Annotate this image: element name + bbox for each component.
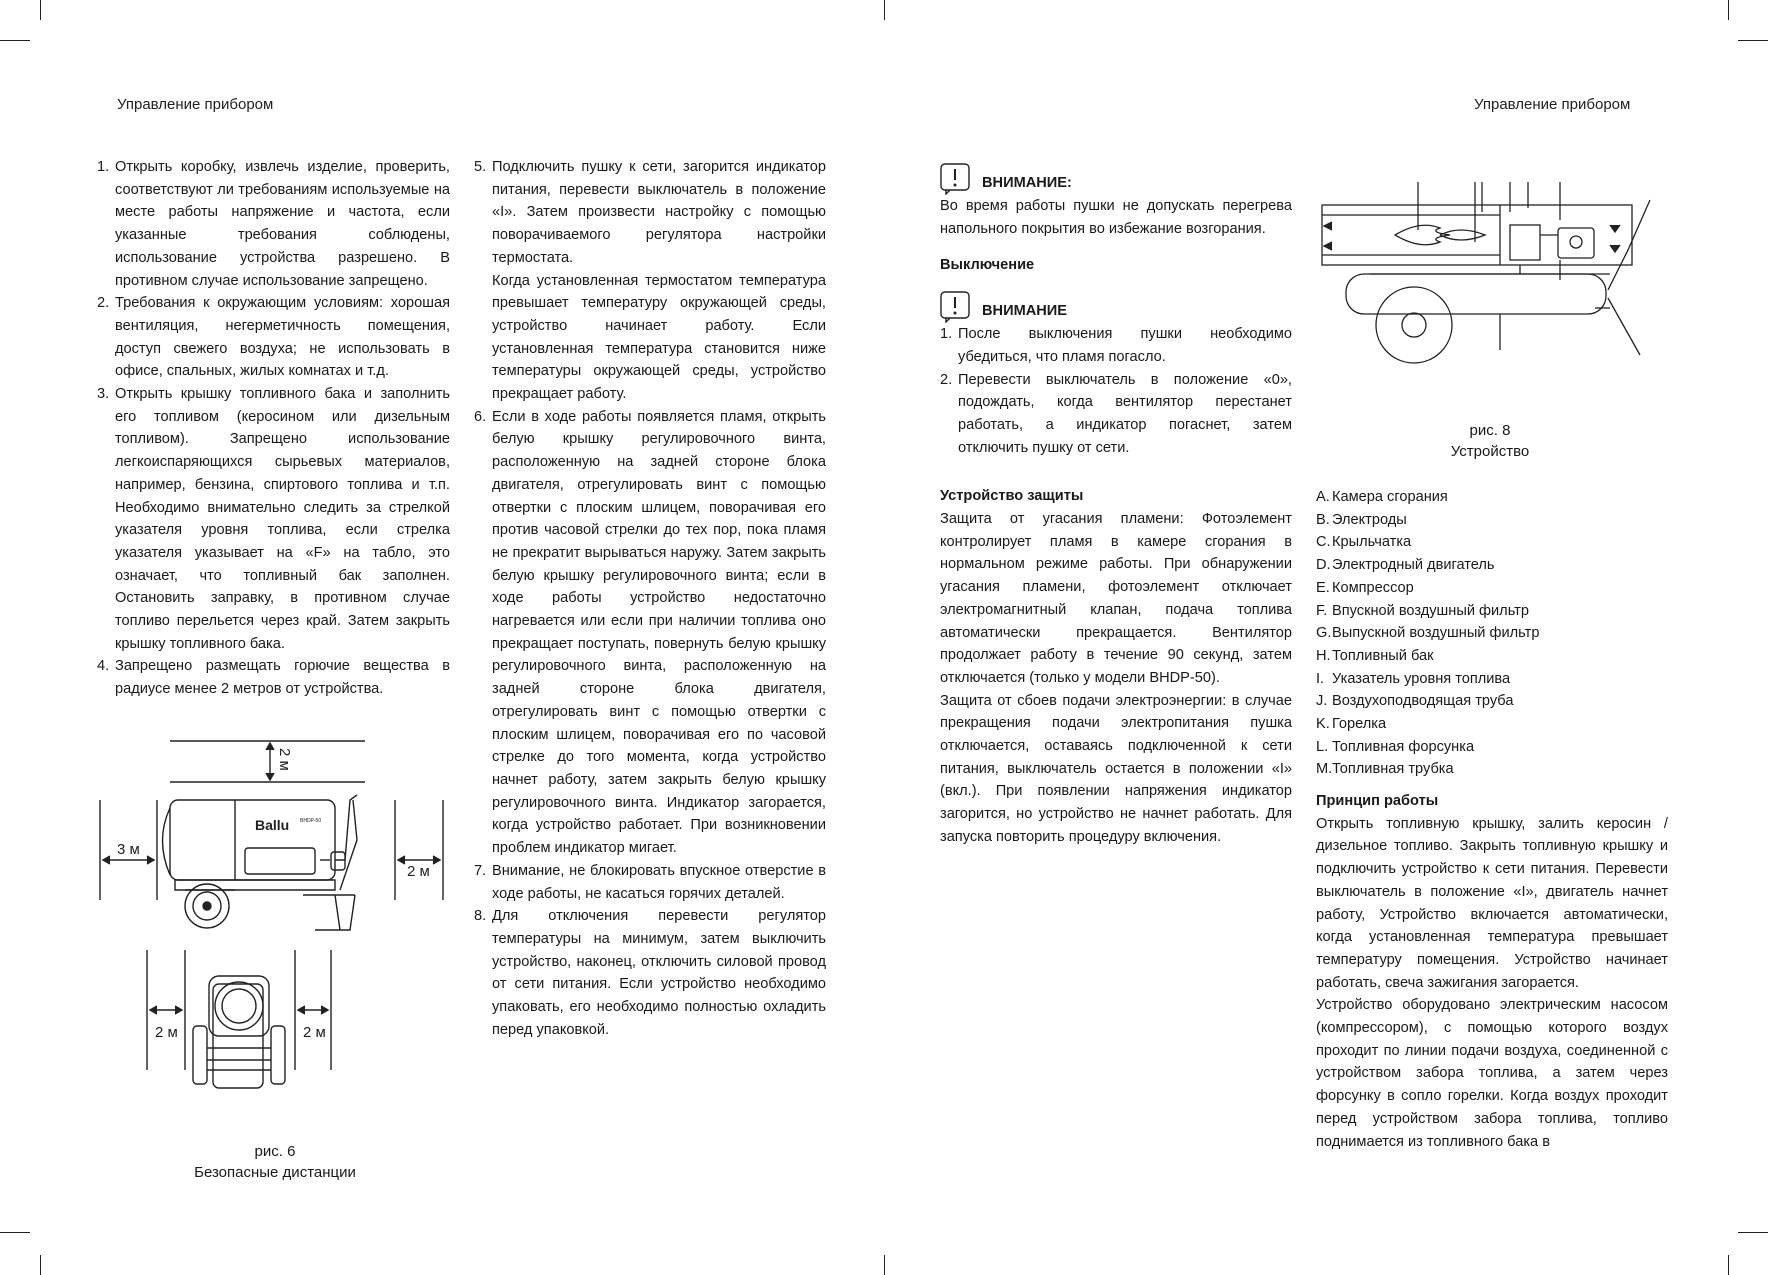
legend-item: A. Камера сгорания: [1316, 489, 1448, 505]
right-column-1: [940, 163, 1292, 849]
legend-item: B. Электроды: [1316, 511, 1407, 528]
warning-1-text: Во время работы пушки не допускать перегрева напольного покрытия во избежание возгорания.: [940, 198, 1292, 237]
thermostat-note: Когда установленная термостатом температура превышает температуру окружающей среды, устройство начинает работу. Если установленная температура становится ниже температуры окружающей среды, устройство прекращает работу.: [492, 272, 826, 403]
legend-item: J. Воздухоподводящая труба: [1316, 693, 1514, 710]
left-column-1: [97, 156, 450, 701]
crop-mark: [884, 1255, 885, 1275]
model-label: BHDP-50: [300, 818, 322, 824]
warning-icon: [940, 163, 970, 195]
warning-icon: [940, 291, 970, 323]
crop-mark: [1738, 40, 1768, 41]
warning-block-1: [940, 163, 1292, 195]
protection-paragraph-1: Защита от угасания пламени: Фотоэлемент контролирует пламя в камере сгорания в нормальном режиме работы. При обнаружении угасания пламени, фотоэлемент отключает электромагнитный клапан, подача топлива автоматически прекращается. Вентилятор продолжает работу в течение 90 секунд, затем отключается (только у модели BHDP-50).: [940, 511, 1292, 686]
operation-steps-list: [97, 156, 450, 701]
left-column-2: [474, 156, 826, 1041]
legend-item: L. Топливная форсунка: [1316, 738, 1475, 755]
dim-left-label: 3 м: [117, 841, 140, 858]
legend-item: D. Электродный двигатель: [1316, 557, 1495, 574]
list-item: 1. После выключения пушки необходимо убедиться, что пламя погасло.: [940, 326, 1292, 365]
crop-mark: [40, 0, 41, 20]
right-column-2: [1316, 790, 1668, 1153]
protection-paragraph-2: Защита от сбоев подачи электроэнергии: в случае прекращения подачи электропитания пушка отключается, оставаясь подключенной к сети питания, выключатель остается в положении «I» (вкл.). При появлении напряжения индикатор загорится, но устройство не начнет работать. Для запуска повторить процедуру включения.: [940, 692, 1292, 845]
figure-6-title: Безопасные дистанции: [194, 1164, 356, 1181]
list-item: 8. Для отключения перевести регулятор температуры на минимум, затем выключить устройство, наконец, отключить силовой провод от сети питания. Если устройство необходимо упаковать, его необходимо полностью охладить перед упаковкой.: [474, 908, 826, 1038]
left-page-header: Управление прибором: [117, 96, 274, 113]
protection-heading: Устройство защиты: [940, 488, 1084, 505]
list-item: 2. Требования к окружающим условиям: хорошая вентиляция, негерметичность помещения, доступ свежего воздуха; не использовать в офисе, спальных, жилых комнатах и т.д.: [97, 295, 450, 380]
schematic-legend: [1316, 486, 1676, 781]
legend-item: F. Впускной воздушный фильтр: [1316, 602, 1529, 619]
legend-item: I. Указатель уровня топлива: [1316, 670, 1511, 687]
principle-paragraph-2: Устройство оборудовано электрическим насосом (компрессором), с помощью которого воздух проходит по линии подачи воздуха, соединенной с устройством забора топлива, а затем через форсунку в сопло горелки. Когда воздух проходит перед устройством забора топлива, топливо поднимается из топливного бака в: [1316, 997, 1668, 1150]
warning-1-title: ВНИМАНИЕ:: [982, 175, 1072, 192]
dim-top-label: 2 м: [276, 748, 293, 771]
figure-8-caption: [1390, 420, 1590, 462]
crop-mark: [1728, 0, 1729, 20]
list-item: 3. Открыть крышку топливного бака и заполнить его топливом (керосином или дизельным топливом). Запрещено использование легкоиспаряющихся сырьевых материалов, например, бензина, спиртового топлива и т.п. Необходимо внимательно следить за стрелкой указателя уровня топлива, если стрелка указателя указывает на «F» на табло, это означает, что топливный бак заполнен. Остановить заправку, в противном случае топливо перельется через край. Затем закрыть крышку топливного бака.: [97, 386, 450, 652]
legend-item: G. Выпускной воздушный фильтр: [1316, 625, 1540, 642]
legend-item: M. Топливная трубка: [1316, 761, 1454, 778]
operation-steps-list-continued: [474, 406, 826, 1042]
warning-2-title: ВНИМАНИЕ: [982, 303, 1068, 320]
dim-right-label: 2 м: [407, 863, 430, 880]
crop-mark: [884, 0, 885, 20]
device-schematic-figure: [1310, 180, 1655, 405]
list-item: 6. Если в ходе работы появляется пламя, открыть белую крышку регулировочного винта, расположенную на задней стороне блока двигателя, отрегулировать винт с помощью отвертки с плоским шлицем, поворачивая его против часовой стрелки до тех пор, пока пламя не прекратит вырываться наружу. Затем закрыть белую крышку регулировочного винта; если в ходе работы устройство недостаточно нагревается или если при наличии топлива оно прекращает поступать, повернуть белую крышку регулировочного винта, расположенную на задней стороне блока двигателя, отрегулировать винт с помощью отвертки с плоским шлицем, поворачивая его по часовой стрелке до того момента, когда устройство начнет работу, затем закрыть белую крышку регулировочного винта. Индикатор загорается, когда устройство работает. При возникновении проблем индикатор мигает.: [474, 408, 826, 857]
brand-logo: Ballu: [255, 817, 290, 833]
shutdown-heading: Выключение: [940, 257, 1035, 274]
legend-item: H. Топливный бак: [1316, 647, 1434, 664]
figure-6-caption: [150, 1141, 400, 1183]
list-item: 7. Внимание, не блокировать впускное отверстие в ходе работы, не касаться горячих деталей.: [474, 862, 826, 902]
dim-bottom-right-label: 2 м: [303, 1024, 326, 1041]
shutdown-steps-list: [940, 323, 1292, 459]
operation-steps-list-continued: [474, 156, 826, 270]
legend-item: E. Компрессор: [1316, 579, 1414, 596]
dim-bottom-left-label: 2 м: [155, 1024, 178, 1041]
safe-distances-figure: [95, 730, 455, 1150]
crop-mark: [1738, 1232, 1768, 1233]
crop-mark: [0, 40, 30, 41]
list-item: 5. Подключить пушку к сети, загорится индикатор питания, перевести выключатель в положение «I». Затем произвести настройку с помощью поворачиваемого регулятора настройки термостата.: [474, 159, 826, 266]
list-item: 1. Открыть коробку, извлечь изделие, проверить, соответствуют ли требованиям используемые на месте работы напряжение и частота, если указанные требования соблюдены, использование устройства разрешено. В противном случае использование запрещено.: [97, 159, 450, 289]
crop-mark: [40, 1255, 41, 1275]
list-item: 2. Перевести выключатель в положение «0», подождать, когда вентилятор перестанет работать, а индикатор погаснет, затем отключить пушку от сети.: [940, 371, 1292, 456]
legend-item: K. Горелка: [1316, 716, 1387, 733]
crop-mark: [1728, 1255, 1729, 1275]
figure-8-number: рис. 8: [1469, 422, 1511, 439]
figure-6-number: рис. 6: [254, 1143, 296, 1160]
figure-8-title: Устройство: [1450, 443, 1530, 460]
legend-item: C. Крыльчатка: [1316, 534, 1412, 551]
principle-paragraph-1: Открыть топливную крышку, залить керосин / дизельное топливо. Закрыть топливную крышку и подключить устройство к сети питания. Перевести выключатель в положение «I», двигатель начнет работу, Устройство включается автоматически, когда установленная температура превышает температуру помещения. Устройство начинает работать, свеча зажигания загорается.: [1316, 815, 1668, 991]
right-page-header: Управление прибором: [1474, 96, 1631, 113]
principle-heading: Принцип работы: [1316, 793, 1439, 809]
warning-block-2: [940, 291, 1292, 323]
crop-mark: [0, 1232, 30, 1233]
list-item: 4. Запрещено размещать горючие вещества в радиусе менее 2 метров от устройства.: [97, 658, 450, 698]
